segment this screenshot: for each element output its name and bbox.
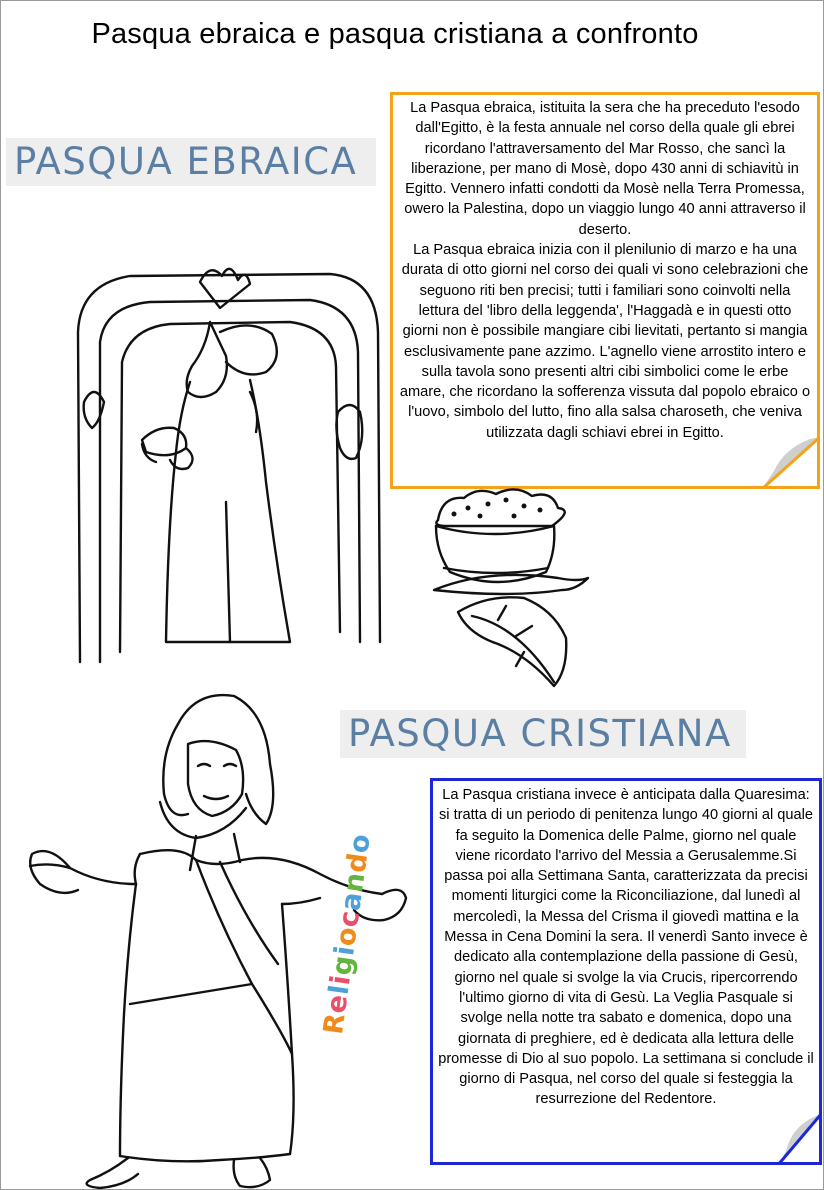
heading-pasqua-ebraica: PASQUA EBRAICA <box>6 138 376 186</box>
page-curl-icon <box>778 1113 822 1165</box>
cristiana-paragraph-1: La Pasqua cristiana invece è anticipata dalla Quaresima: si tratta di un periodo di penitenza lungo 40 giorni al quale fa seguito la Domenica delle Palme, giorno nel quale viene ricordato l'arrivo del Messia a Gerusalemme.Si passa poi alla Settimana Santa, caratterizzata da precisi momenti liturgici come la Riconciliazione, dal lunedì al mercoledì, la Messa del Crisma il giovedì mattina e la Messa in Cena Domini la sera. Il venerdì Santo invece è dedicato alla contemplazione della passione di Gesù, giorno nel quale si svolge la via Crucis, ripercorrendo l'ultimo giorno di vita di Gesù. La Veglia Pasquale si svolge nella notte tra sabato e domenica, dopo una giornata di preghiere, ed è dedicata alla lettura delle promesse di Dio al suo popolo. La settimana si conclude il giorno di Pasqua, nel corso del quale si festeggia la resurrezione del Redentore. <box>438 787 814 1108</box>
watermark-logo: Religiocando <box>318 831 377 1037</box>
note-pasqua-ebraica <box>390 92 820 489</box>
bowl-of-bread-and-bitter-herbs-drawing <box>428 486 598 690</box>
doorway-with-man-and-bowl-drawing <box>60 262 390 682</box>
page-title: Pasqua ebraica e pasqua cristiana a confronto <box>91 18 699 50</box>
ebraica-paragraph-2: La Pasqua ebraica inizia con il plenilunio di marzo e ha una durata di otto giorni nel corso dei quali vi sono celebrazioni che seguono riti ben precisi; tutti i familiari sono coinvolti nella lettura del 'libro della leggenda', l'Haggadà e in questi otto giorni non è possibile mangiare cibi lievitati, pertanto si mangia esclusivamente pane azzimo. L'agnello viene arrostito intero e sulla tavola sono presenti altri cibi simbolici come le erbe amare, che ricordano la sofferenza vissuta dal popolo ebraico o l'uovo, simbolo del lutto, fino alla salsa charoseth, che veniva utilizzata dagli schiavi ebrei in Egitto. <box>399 242 811 441</box>
note-pasqua-cristiana <box>430 778 822 1165</box>
page-curl-icon <box>762 437 820 489</box>
heading-pasqua-cristiana: PASQUA CRISTIANA <box>340 710 746 758</box>
ebraica-paragraph-1: La Pasqua ebraica, istituita la sera che ha preceduto l'esodo dall'Egitto, è la festa annuale nel corso della quale gli ebrei ricordano l'attraversamento del Mar Rosso, che sancì la liberazione, per mano di Mosè, dopo 430 anni di schiavitù in Egitto. Vennero infatti condotti da Mosè nella Terra Promessa, owero la Palestina, dopo un viaggio lungo 40 anni attraverso il deserto. <box>404 100 806 238</box>
